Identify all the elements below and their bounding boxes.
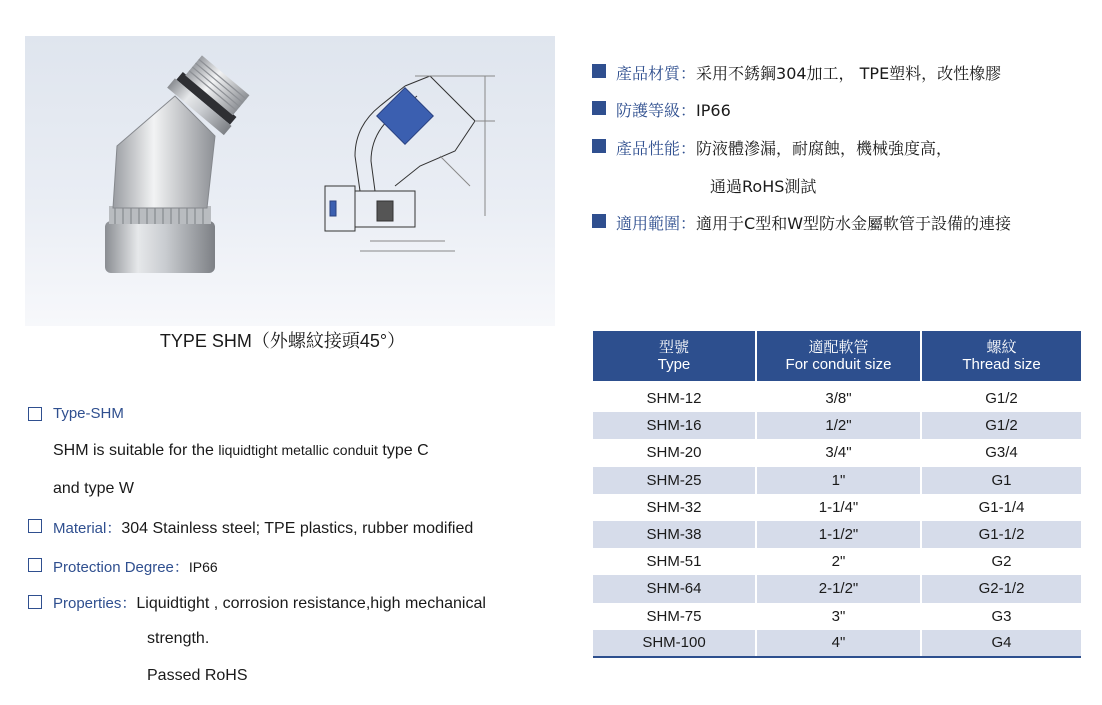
properties-line — [53, 592, 486, 613]
table-header-row — [593, 331, 1081, 381]
zh-material-line — [616, 61, 1001, 84]
square-bullet-icon — [592, 139, 606, 153]
protection-label: Protection Degree： — [53, 559, 189, 576]
description-line-2: and type W — [53, 480, 134, 497]
desc-text-b: liquidtight metallic conduit — [218, 442, 378, 458]
zh-material-label: 產品材質： — [616, 64, 697, 83]
product-illustration — [25, 36, 555, 326]
protection-line — [53, 556, 218, 577]
zh-material-value: 采用不銹鋼304加工， TPE塑料，改性橡膠 — [696, 64, 1002, 83]
product-image-panel — [25, 36, 555, 326]
header-type: 型號 Type — [593, 331, 756, 381]
table-row: SHM-16 1/2" G1/2 — [593, 412, 1081, 439]
table-row: SHM-20 3/4" G3/4 — [593, 439, 1081, 466]
table-row: SHM-12 3/8" G1/2 — [593, 385, 1081, 412]
zh-performance-value-2: 通過RoHS測試 — [710, 177, 817, 196]
type-label-line — [53, 405, 124, 423]
header-conduit-size: 適配軟管 For conduit size — [756, 331, 921, 381]
material-label: Material： — [53, 520, 122, 537]
table-row: SHM-32 1-1/4" G1-1/4 — [593, 494, 1081, 521]
properties-value-2: strength. — [147, 630, 210, 647]
type-label: Type-SHM — [53, 405, 124, 422]
properties-value-1: Liquidtight , corrosion resistance,high mechanical — [136, 595, 486, 612]
desc-text-c: type C — [377, 442, 429, 459]
zh-scope-line — [616, 211, 1011, 234]
table-row: SHM-38 1-1/2" G1-1/2 — [593, 521, 1081, 548]
square-bullet-icon — [592, 64, 606, 78]
zh-protection-value: IP66 — [696, 101, 731, 120]
material-value: 304 Stainless steel; TPE plastics, rubber modified — [121, 520, 474, 537]
checkbox-icon — [28, 407, 42, 421]
checkbox-icon — [28, 558, 42, 572]
zh-protection-line — [616, 98, 731, 121]
protection-value: IP66 — [188, 559, 218, 575]
zh-performance-label: 產品性能： — [616, 139, 697, 158]
square-bullet-icon — [592, 214, 606, 228]
table-row: SHM-64 2-1/2" G2-1/2 — [593, 575, 1081, 602]
zh-protection-label: 防護等級： — [616, 101, 697, 120]
fitting-photo — [105, 52, 254, 273]
properties-label: Properties： — [53, 595, 137, 612]
table-row: SHM-25 1" G1 — [593, 467, 1081, 494]
desc-text-a: SHM is suitable for the — [53, 442, 219, 459]
description-line-1 — [53, 442, 429, 460]
zh-scope-label: 適用範圍： — [616, 214, 697, 233]
technical-drawing — [325, 76, 495, 251]
properties-value-3: Passed RoHS — [147, 667, 248, 684]
zh-scope-value: 適用于C型和W型防水金屬軟管于設備的連接 — [696, 214, 1012, 233]
header-thread-size: 螺紋 Thread size — [921, 331, 1081, 381]
type-caption: TYPE SHM（外螺紋接頭45°） — [159, 331, 406, 351]
material-line — [53, 517, 473, 538]
square-bullet-icon — [592, 101, 606, 115]
checkbox-icon — [28, 519, 42, 533]
zh-performance-value-1: 防液體滲漏，耐腐蝕，機械強度高， — [696, 139, 953, 158]
checkbox-icon — [28, 595, 42, 609]
table-row: SHM-75 3" G3 — [593, 603, 1081, 630]
table-row: SHM-51 2" G2 — [593, 548, 1081, 575]
spec-table — [593, 331, 1081, 658]
zh-performance-line — [616, 136, 952, 159]
table-row: SHM-100 4" G4 — [593, 630, 1081, 657]
